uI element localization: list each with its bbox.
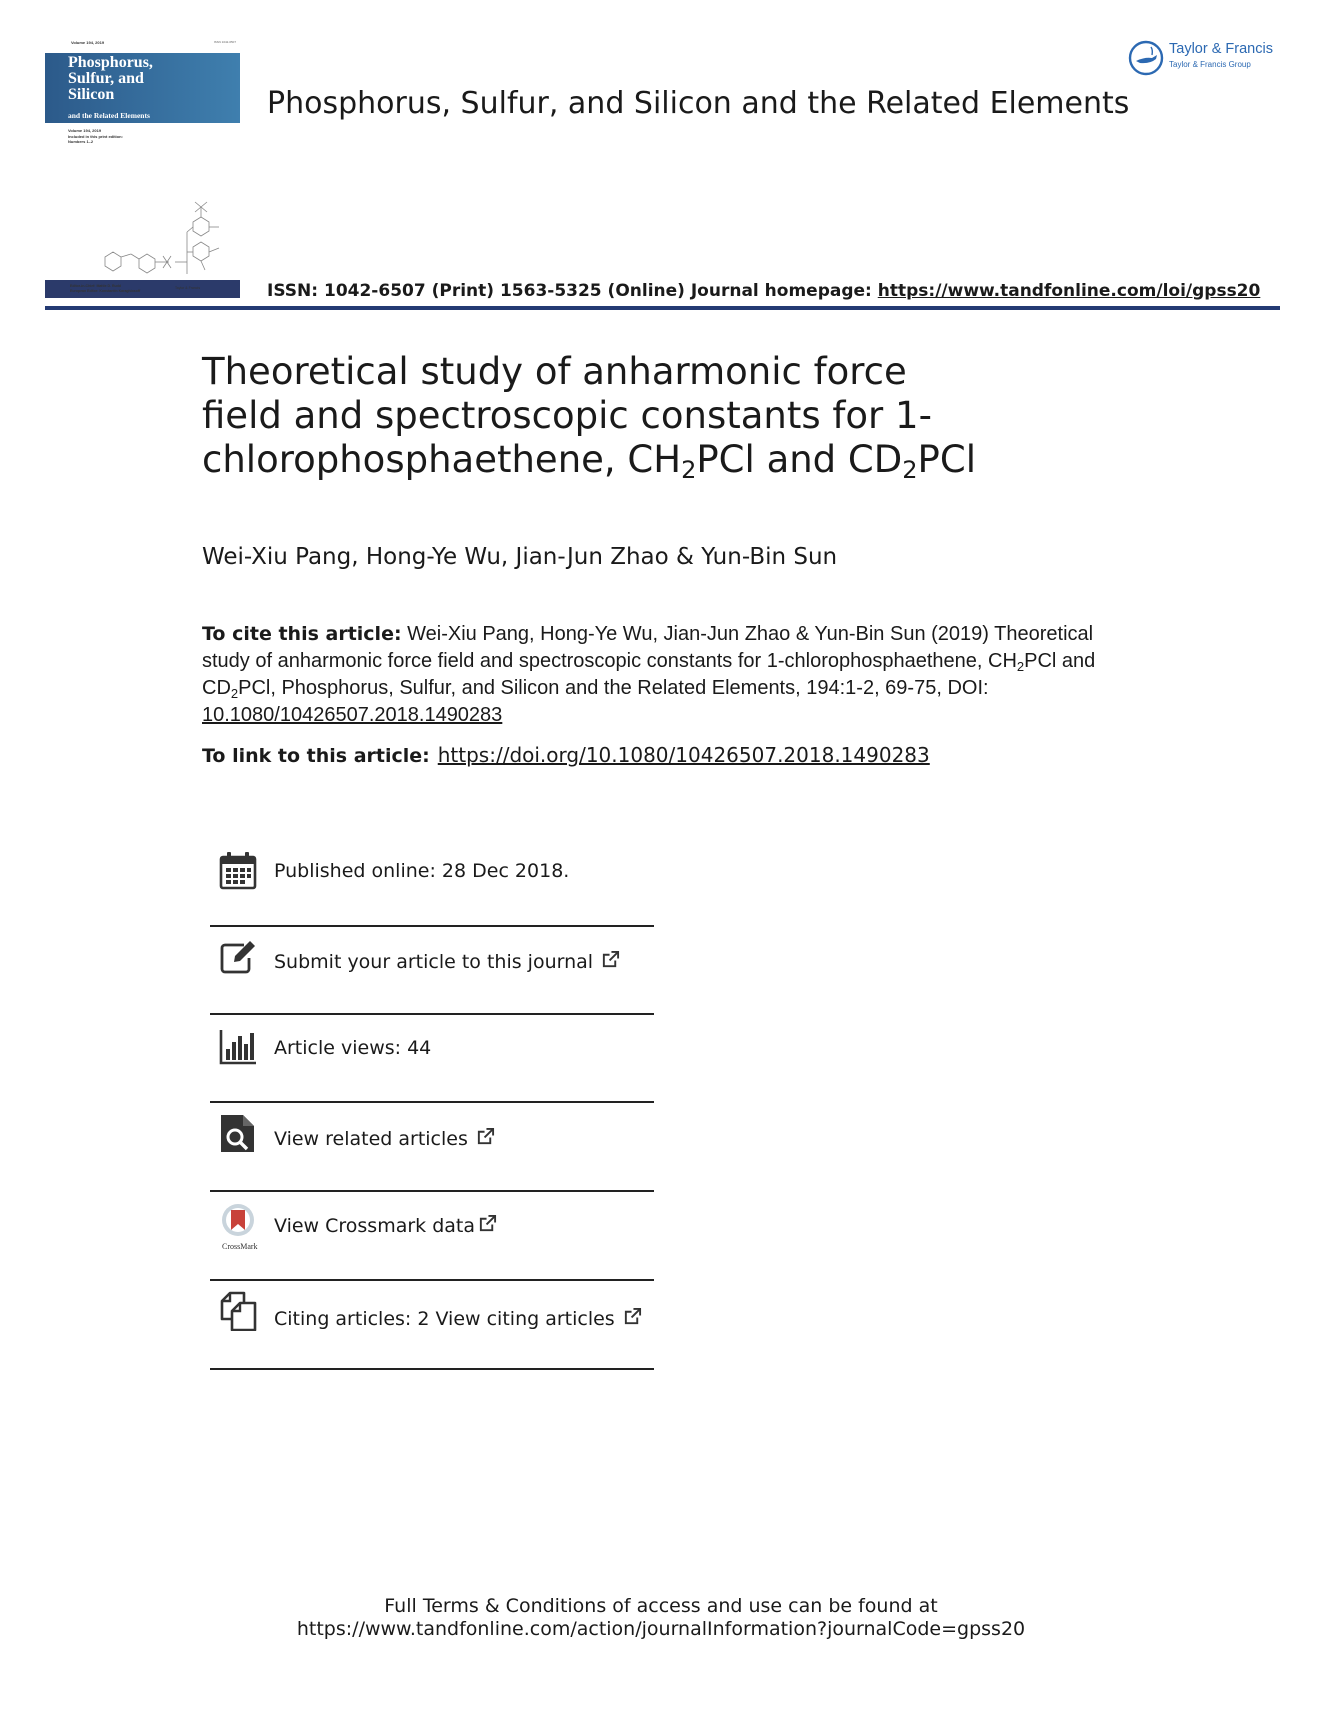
citing-label: Citing articles: 2 View citing articles [274, 1308, 615, 1330]
cite-text-a: Wei-Xiu Pang, Hong-Ye Wu, Jian-Jun Zhao & Yun-Bin Sun (2019) Theoretical study of anharmonic force field and spectroscopic constants for 1-chlorophosphaethene, CH [202, 623, 1094, 672]
submit-label: Submit your article to this journal [274, 951, 594, 973]
citation-block [202, 621, 1132, 729]
cite-text-b: PCl and CD [202, 650, 1096, 699]
bar-chart-icon [218, 1027, 258, 1067]
cover-title: Phosphorus, Sulfur, and Silicon [68, 54, 153, 103]
info-submit[interactable] [210, 926, 654, 1014]
journal-name: Phosphorus, Sulfur, and Silicon and the Related Elements [267, 86, 1130, 121]
cover-publisher: Taylor & Francis [175, 286, 201, 290]
title-line-2: field and spectroscopic constants for 1- [202, 394, 932, 437]
cite-text-c: PCl, Phosphorus, Sulfur, and Silicon and the Related Elements, 194:1-2, 69-75, DOI: [238, 677, 989, 699]
journal-cover-thumbnail[interactable] [45, 40, 240, 298]
article-url-link[interactable]: https://doi.org/10.1080/10426507.2018.1490283 [437, 743, 930, 767]
related-articles-icon [218, 1113, 258, 1153]
title-line-1: Theoretical study of anharmonic force [202, 350, 907, 393]
title-line-3a: chlorophosphaethene, CH [202, 438, 682, 481]
info-citing[interactable] [210, 1279, 654, 1367]
external-link-icon [476, 1127, 495, 1146]
submit-article-link[interactable] [274, 950, 620, 973]
cite-subscript-2: 2 [230, 686, 239, 701]
link-label: To link to this article: [202, 745, 430, 767]
header-rule [45, 306, 1280, 310]
edit-icon [218, 938, 258, 978]
published-date: Published online: 28 Dec 2018. [274, 860, 570, 882]
calendar-icon [218, 850, 258, 890]
article-authors: Wei-Xiu Pang, Hong-Ye Wu, Jian-Jun Zhao & Yun-Bin Sun [202, 544, 838, 570]
article-title [202, 350, 1062, 482]
cover-subtitle: and the Related Elements [68, 111, 150, 120]
crossmark-link[interactable] [274, 1214, 497, 1237]
external-link-icon [601, 950, 620, 969]
info-published [210, 834, 654, 922]
journal-homepage-link[interactable]: https://www.tandfonline.com/loi/gpss20 [877, 281, 1261, 301]
external-link-icon [478, 1214, 497, 1233]
crossmark-logo-text: CrossMark [222, 1242, 258, 1251]
crossmark-icon [218, 1202, 258, 1242]
related-label: View related articles [274, 1128, 468, 1150]
info-views [210, 1013, 654, 1101]
title-subscript-2: 2 [902, 456, 918, 484]
cover-title-band [45, 53, 240, 123]
divider [210, 1368, 654, 1370]
publisher-group: Taylor & Francis Group [1169, 60, 1251, 69]
external-link-icon [623, 1307, 642, 1326]
crossmark-label: View Crossmark data [274, 1215, 476, 1237]
citing-articles-link[interactable] [274, 1307, 642, 1330]
molecule-structure-icon [95, 182, 230, 277]
article-link-line [202, 743, 930, 767]
cover-issn-label: ISSN 1042-6507 [213, 40, 236, 44]
article-views: Article views: 44 [274, 1037, 432, 1059]
footer-terms-link[interactable]: https://www.tandfonline.com/action/journalInformation?journalCode=gpss20 [296, 1618, 1026, 1640]
title-line-3b: PCl and CD [696, 438, 903, 481]
publisher-name: Taylor & Francis [1169, 41, 1273, 57]
lamp-logo-icon [1128, 40, 1164, 76]
doi-link[interactable]: 10.1080/10426507.2018.1490283 [202, 704, 503, 726]
cover-editor: Editor-in-Chief: Mattie D. Rudd European Editor: Konstantin Karaghiosoff [70, 284, 141, 293]
related-articles-link[interactable] [274, 1127, 495, 1150]
cite-label: To cite this article: [202, 623, 402, 645]
footer-line-1: Full Terms & Conditions of access and use can be found at [384, 1595, 938, 1617]
issn-line [267, 281, 1260, 301]
taylor-francis-logo[interactable] [1128, 38, 1288, 78]
citing-articles-icon [218, 1291, 258, 1331]
info-related[interactable] [210, 1101, 654, 1189]
cover-meta: Volume 194, 2019 Included in this print edition: Numbers 1–2 [68, 128, 123, 144]
title-line-3c: PCl [917, 438, 976, 481]
title-subscript-1: 2 [681, 456, 697, 484]
issn-text: ISSN: 1042-6507 (Print) 1563-5325 (Online) Journal homepage: [267, 281, 878, 301]
cite-subscript-1: 2 [1016, 659, 1025, 674]
cover-volume-label: Volume 194, 2019 [71, 40, 105, 45]
info-crossmark[interactable] [210, 1190, 654, 1278]
footer-terms [0, 1595, 1322, 1641]
